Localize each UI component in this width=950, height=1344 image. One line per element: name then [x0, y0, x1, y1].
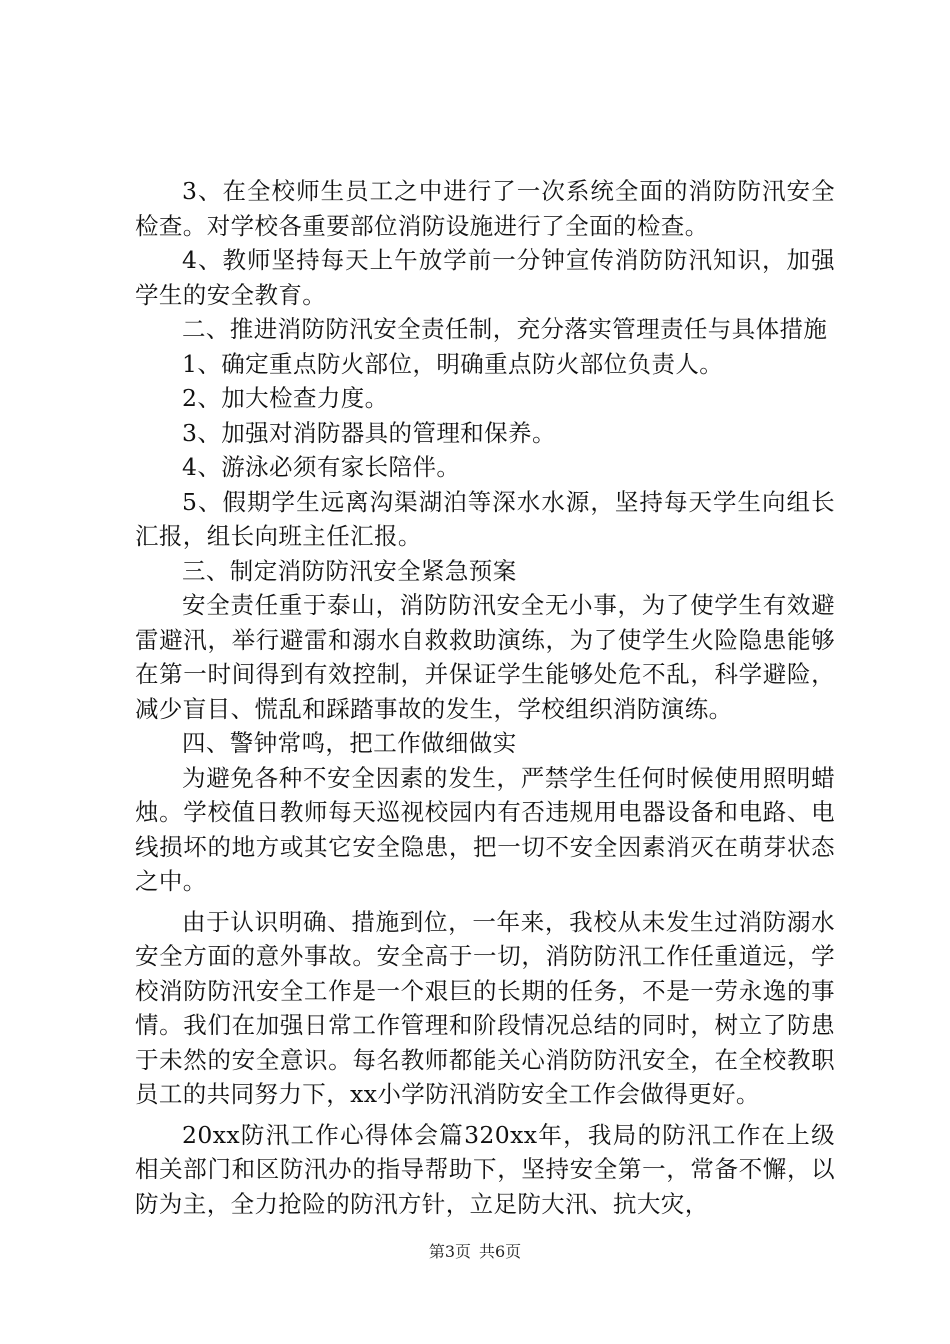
section-heading-2: 二、推进消防防汛安全责任制，充分落实管理责任与具体措施 — [182, 315, 828, 343]
paragraph-next-article: 20xx防汛工作心得体会篇320xx年，我局的防汛工作在上级相关部门和区防汛办的指导帮助下，坚持安全第一，常备不懈，以防为主，全力抢险的防汛方针，立足防大汛、抗大灾， — [135, 1120, 835, 1218]
paragraph-item-4: 4、教师坚持每天上午放学前一分钟宣传消防防汛知识，加强学生的安全教育。 — [135, 246, 835, 309]
paragraph-item-3: 3、在全校师生员工之中进行了一次系统全面的消防防汛安全检查。对学校各重要部位消防设施进行了全面的检查。 — [135, 177, 835, 240]
section-heading-4: 四、警钟常鸣，把工作做细做实 — [182, 729, 517, 757]
list-item-1: 1、确定重点防火部位，明确重点防火部位负责人。 — [182, 349, 724, 378]
paragraph-summary: 由于认识明确、措施到位，一年来，我校从未发生过消防溺水安全方面的意外事故。安全高于一切，消防防汛工作任重道远，学校消防防汛安全工作是一个艰巨的长期的任务，不是一劳永逸的事情。我们在加强日常工作管理和阶段情况总结的同时，树立了防患于未然的安全意识。每名教师都能关心消防防汛安全，在全校教职员工的共同努力下，xx小学防汛消防安全工作会做得更好。 — [135, 907, 835, 1108]
paragraph-safety-measures: 为避免各种不安全因素的发生，严禁学生任何时候使用照明蜡烛。学校值日教师每天巡视校园内有否违规用电器设备和电路、电线损坏的地方或其它安全隐患，把一切不安全因素消灭在萌芽状态之中。 — [135, 763, 835, 895]
page-footer — [0, 1242, 950, 1262]
list-item-4: 4、游泳必须有家长陪伴。 — [182, 453, 461, 481]
list-item-2: 2、加大检查力度。 — [182, 384, 389, 412]
page-number: 第3页 — [428, 1242, 471, 1261]
list-item-3: 3、加强对消防器具的管理和保养。 — [182, 418, 556, 447]
list-item-5: 5、假期学生远离沟渠湖泊等深水水源，坚持每天学生向组长汇报，组长向班主任汇报。 — [135, 487, 835, 550]
section-heading-3: 三、制定消防防汛安全紧急预案 — [182, 556, 517, 585]
page-total: 共6页 — [479, 1242, 522, 1261]
paragraph-emergency-plan: 安全责任重于泰山，消防防汛安全无小事，为了使学生有效避雷避汛，举行避雷和溺水自救救助演练，为了使学生火险隐患能够在第一时间得到有效控制，并保证学生能够处危不乱，科学避险，减少盲目、慌乱和踩踏事故的发生，学校组织消防演练。 — [135, 591, 835, 723]
document-body — [135, 174, 835, 1221]
